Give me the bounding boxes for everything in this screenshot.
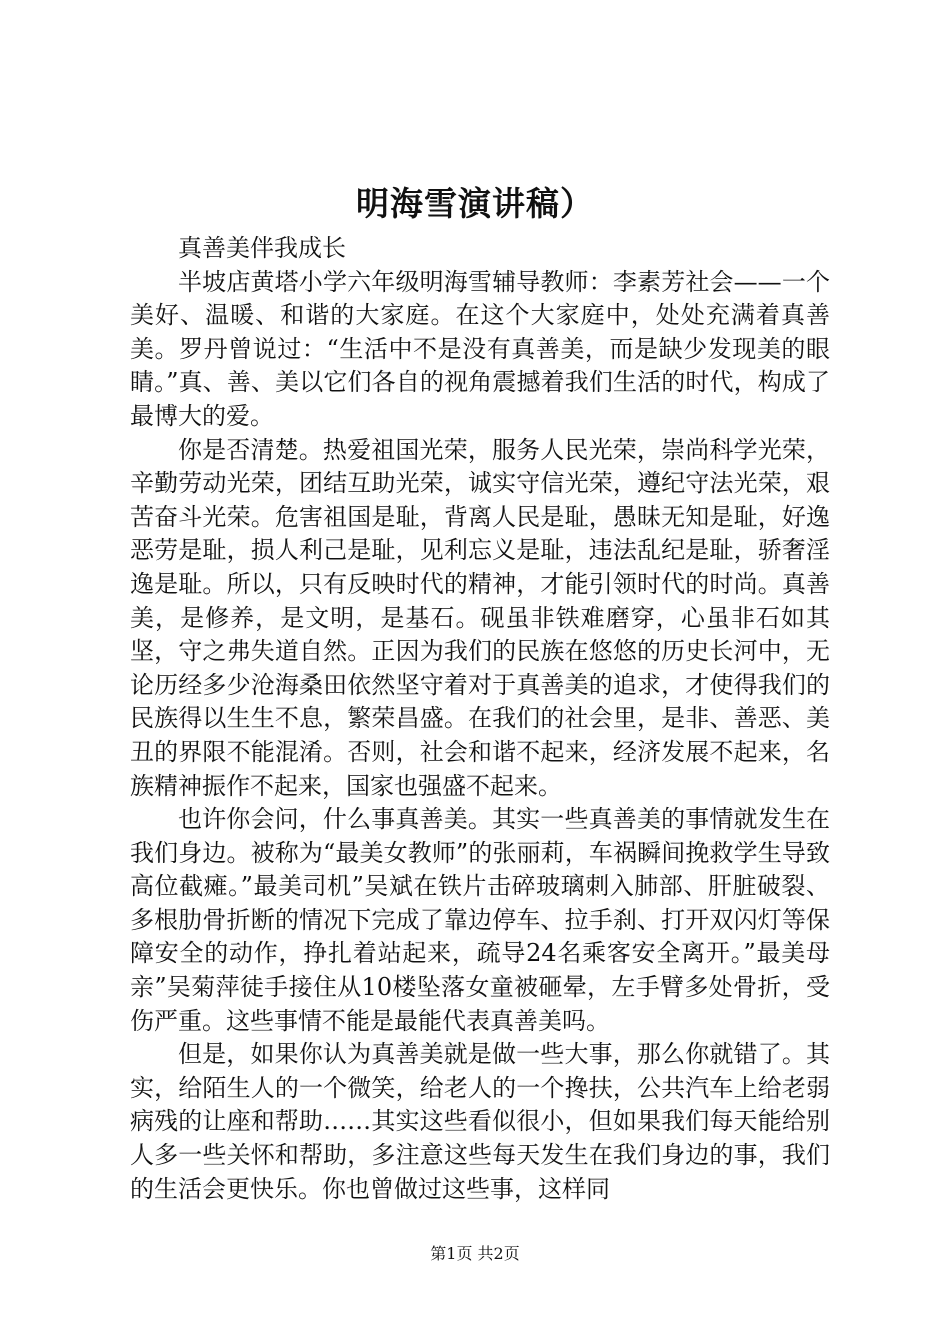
document-body xyxy=(130,232,830,1206)
document-title: 明海雪演讲稿） xyxy=(356,184,594,223)
paragraph-honor-shame: 你是否清楚。热爱祖国光荣，服务人民光荣，崇尚科学光荣，辛勤劳动光荣，团结互助光荣，诚实守信光荣，遵纪守法光荣，艰苦奋斗光荣。危害祖国是耻，背离人民是耻，愚昧无知是耻，好逸恶劳是耻，损人利己是耻，见利忘义是耻，违法乱纪是耻，骄奢淫逸是耻。所以，只有反映时代的精神，才能引领时代的时尚。真善美，是修养，是文明，是基石。砚虽非铁难磨穿，心虽非石如其坚，守之弗失道自然。正因为我们的民族在悠悠的历史长河中，无论历经多少沧海桑田依然坚守着对于真善美的追求，才使得我们的民族得以生生不息，繁荣昌盛。在我们的社会里，是非、善恶、美丑的界限不能混淆。否则，社会和谐不起来，经济发展不起来，名族精神振作不起来，国家也强盛不起来。 xyxy=(130,435,830,800)
paragraph-small-deeds: 但是，如果你认为真善美就是做一些大事，那么你就错了。其实，给陌生人的一个微笑，给老人的一个搀扶，公共汽车上给老弱病残的让座和帮助……其实这些看似很小，但如果我们每天能给别人多一些关怀和帮助，多注意这些每天发生在我们身边的事，我们的生活会更快乐。你也曾做过这些事，这样同 xyxy=(130,1040,830,1203)
paragraph-subtitle: 真善美伴我成长 xyxy=(178,234,346,262)
paragraph-examples: 也许你会问，什么事真善美。其实一些真善美的事情就发生在我们身边。被称为“最美女教师”的张丽莉，车祸瞬间挽救学生导致高位截瘫。”最美司机”吴斌在铁片击碎玻璃刺入肺部、肝脏破裂、多根肋骨折断的情况下完成了靠边停车、拉手刹、打开双闪灯等保障安全的动作，挣扎着站起来，疏导24名乘客安全离开。”最美母亲”吴菊萍徒手接住从10楼坠落女童被砸晕，左手臂多处骨折，受伤严重。这些事情不能是最能代表真善美吗。 xyxy=(130,805,830,1035)
paragraph-intro: 半坡店黄塔小学六年级明海雪辅导教师：李素芳社会——一个美好、温暖、和谐的大家庭。在这个大家庭中，处处充满着真善美。罗丹曾说过：“生活中不是没有真善美，而是缺少发现美的眼睛。”真、善、美以它们各自的视角震撼着我们生活的时代，构成了最博大的爱。 xyxy=(130,267,830,430)
page-number: 第1页 共2页 xyxy=(430,1244,520,1263)
